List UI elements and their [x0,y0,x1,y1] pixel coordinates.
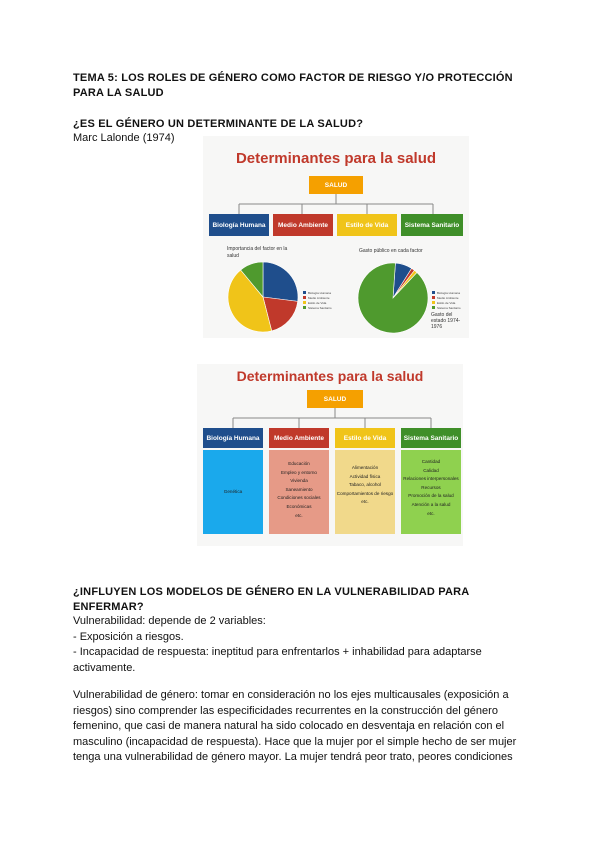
legend-label: Estilo de Vida [437,301,456,305]
figure1-cat-sistema: Sistema Sanitario [401,214,463,236]
paragraph-line: Vulnerabilidad de género: tomar en consideración no los ejes multicausales (exposición a [73,689,509,701]
figure2-salud-box: SALUD [307,390,363,408]
legend-label: Estilo de Vida [308,301,327,305]
paragraph-line: tenga una vulnerabilidad de género mayor. La mujer tendrá peor trato, peores condiciones [73,751,513,763]
legend-swatch [432,306,435,309]
legend-label: Medio Ambiente [308,296,330,300]
question-heading-2-line1: ¿INFLUYEN LOS MODELOS DE GÉNERO EN LA VULNERABILIDAD PARA [73,586,470,598]
column-sistema-item: Calidad [423,467,439,473]
pie1-label: Importancia del factor en la salud [227,246,288,259]
figure2-cat-medio: Medio Ambiente [269,428,329,448]
question-heading-1: ¿ES EL GÉNERO UN DETERMINANTE DE LA SALUD? [73,118,364,130]
gender-vulnerability-paragraph [73,688,516,766]
column-medio-item: Saneamiento [285,486,313,492]
figure2-cat-sistema: Sistema Sanitario [401,428,461,448]
legend-label: Biología Humana [308,291,332,295]
legend-label: Biología Humana [437,291,461,295]
topic-title [73,71,513,101]
figure2-title: Determinantes para la salud [236,368,424,384]
column-medio-item: Empleo y entorno [280,469,317,475]
figure1-cat-estilo: Estilo de Vida [337,214,397,236]
figure1-pies [203,136,469,338]
figure1-salud-box: SALUD [309,176,363,194]
vulnerability-line: activamente. [73,661,136,674]
column-sistema-item: Atención a la salud [411,501,451,507]
figure2-cat-bio: Biología Humana [203,428,263,448]
column-estilo-item: etc. [361,499,369,505]
figure2-cat-estilo: Estilo de Vida [335,428,395,448]
vulnerability-line: - Incapacidad de respuesta: ineptitud para enfrentarlos + inhabilidad para adaptarse [73,646,482,658]
column-sistema [401,450,461,534]
column-medio [269,450,329,534]
column-medio-item: Educación [288,461,310,466]
pie2-legend [432,291,461,310]
pie2-label: Gasto público en cada factor [359,248,423,254]
figure1-cat-medio: Medio Ambiente [273,214,333,236]
vulnerability-definition [73,614,482,676]
legend-swatch [432,296,435,299]
figure-determinants-columns [197,364,463,546]
vulnerability-line: - Exposición a riesgos. [73,630,184,643]
legend-swatch [303,291,306,294]
legend-swatch [432,301,435,304]
column-sistema-item: Recursos [421,484,441,490]
paragraph-line: riesgos) sino comprender las especificidades recurrentes en la construcción del género [73,704,498,717]
pie2-note: Gasto del estado 1974-1976 [431,312,461,330]
column-medio-item: Condiciones sociales [277,495,321,501]
column-sistema-item: Cantidad [421,459,441,464]
legend-swatch [432,291,435,294]
paragraph-line: femenino, que casi de manera natural ha sido colocado en desventaja en relación con el [73,720,505,732]
legend-label: Sistema Sanitario [437,306,461,310]
pie-slice-sistema-sanitario [358,263,428,333]
legend-swatch [303,296,306,299]
legend-swatch [303,301,306,304]
figure-determinants-pies [203,136,469,338]
column-medio-item: Vivienda [290,478,308,484]
column-sistema-item: etc. [427,510,435,516]
paragraph-line: masculino (incapacidad de respuesta). Hace que la mujer por el simple hecho de ser mujer [73,735,517,748]
figure1-cat-bio: Biología Humana [209,214,269,236]
topic-title-line1: TEMA 5: LOS ROLES DE GÉNERO COMO FACTOR DE RIESGO Y/O PROTECCIÓN [73,72,513,84]
pie-importancia [228,262,298,332]
legend-label: Sistema Sanitario [308,306,332,310]
column-sistema-item: Relaciones interpersonales [403,476,459,482]
column-bio [203,450,263,534]
column-estilo-item: Actividad física [349,473,381,479]
figure1-title: Determinantes para la salud [235,150,437,167]
legend-swatch [303,306,306,309]
question-heading-2 [73,585,469,615]
topic-title-line2: PARA LA SALUD [73,87,164,99]
legend-label: Medio Ambiente [437,296,459,300]
pie1-legend [303,291,332,310]
pie-slice-biología-humana [263,262,298,301]
column-bio-item: Genética [223,488,243,494]
citation: Marc Lalonde (1974) [73,132,175,144]
pie-gasto [358,263,428,333]
column-estilo [335,450,395,534]
question-heading-2-line2: ENFERMAR? [73,601,144,613]
vulnerability-line: Vulnerabilidad: depende de 2 variables: [73,615,266,627]
column-sistema-item: Promoción de la salud [408,493,454,499]
column-estilo-item: Alimentación [351,465,379,470]
column-medio-item: Económicas [286,503,312,509]
column-estilo-item: Comportamientos de riesgo [336,490,394,496]
column-medio-item: etc. [295,512,303,518]
column-estilo-item: Tabaco, alcohol [349,482,381,488]
